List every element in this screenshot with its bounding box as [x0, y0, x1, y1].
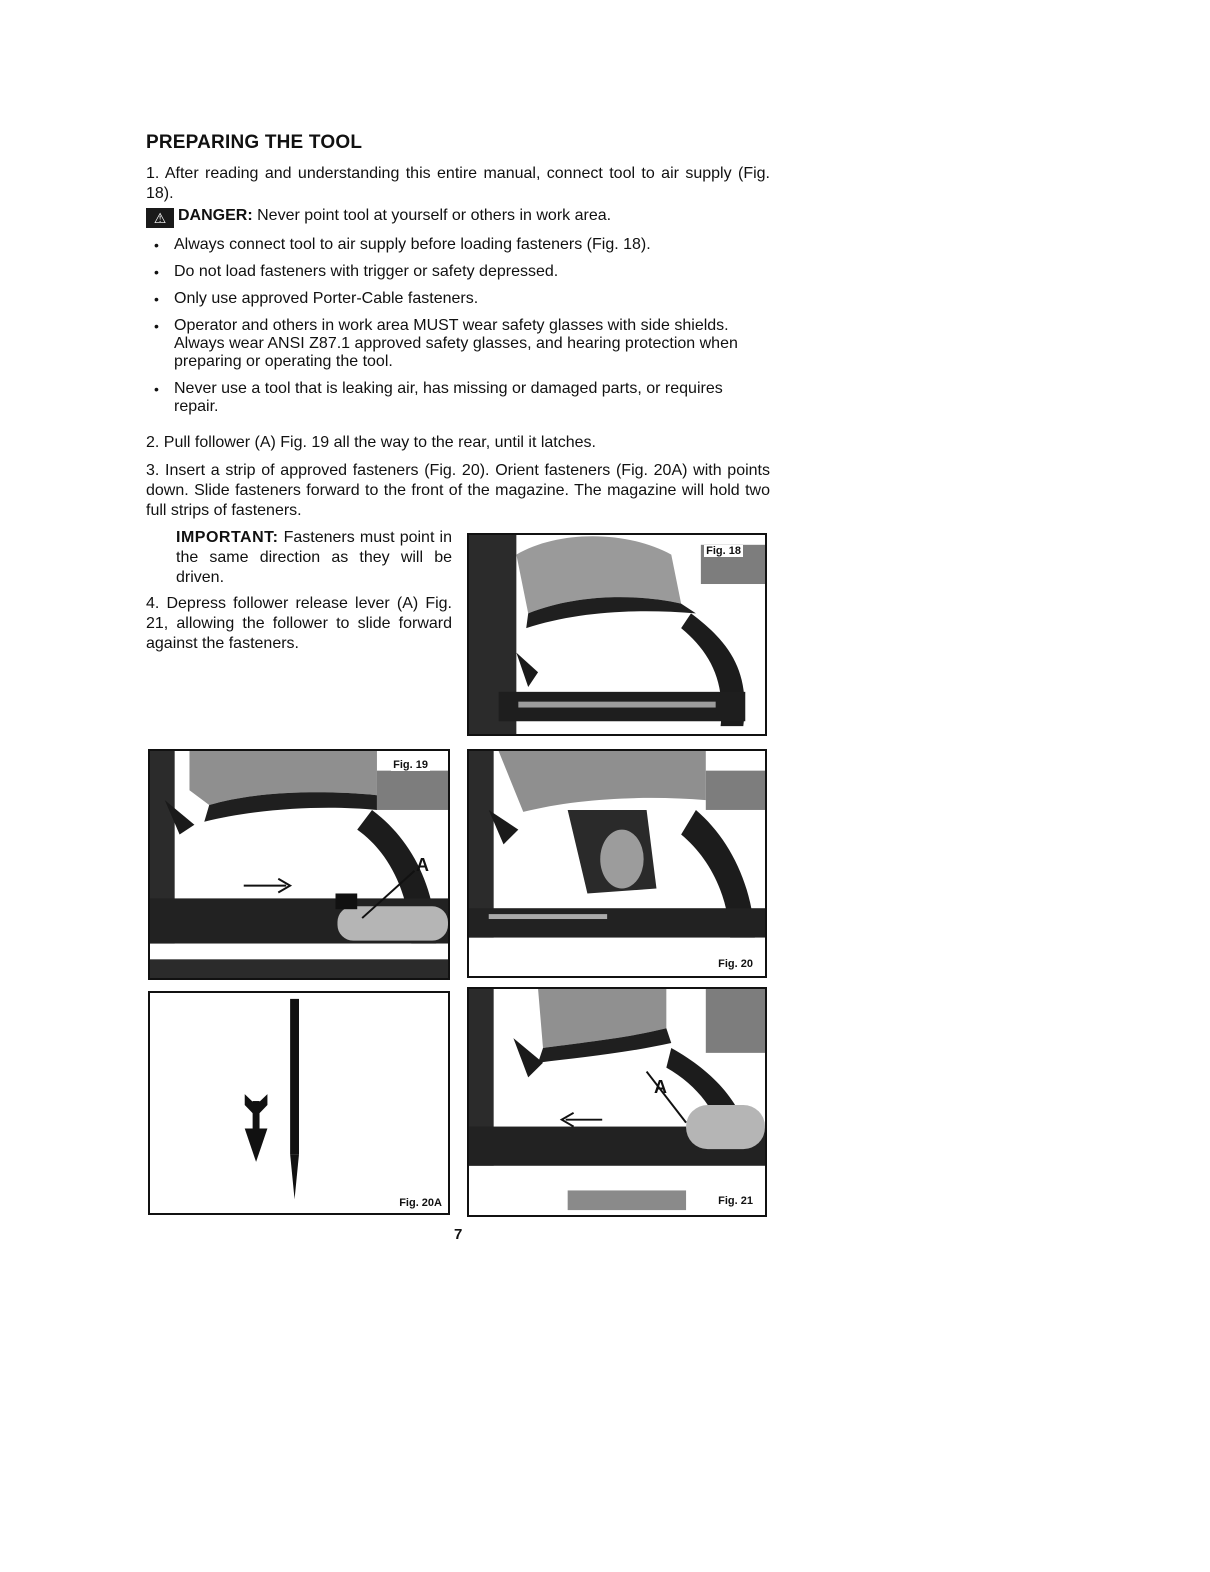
step-3: 3. Insert a strip of approved fasteners (Fig. 20). Orient fasteners (Fig. 20A) with points down. Slide fasteners forward to the front of the magazine. The magazine will hold two full strips of fasteners.: [146, 462, 770, 519]
safety-bullet-list: [154, 236, 754, 425]
fig-20-label: Fig. 20: [718, 958, 753, 970]
important-label: IMPORTANT:: [176, 529, 279, 546]
step-1: 1. After reading and understanding this entire manual, connect tool to air supply (Fig. 18).: [146, 165, 770, 202]
nailer-photo-fig21: [469, 989, 765, 1215]
figure-20: [467, 749, 767, 978]
step-2: 2. Pull follower (A) Fig. 19 all the way to the rear, until it latches.: [146, 434, 596, 451]
danger-warning: [146, 206, 770, 228]
figure-18: [467, 533, 767, 736]
page-number: 7: [454, 1226, 463, 1243]
nailer-photo-fig18: [469, 535, 765, 734]
bullet-item: • Do not load fasteners with trigger or safety depressed.: [154, 263, 754, 281]
nailer-photo-fig20: [469, 751, 765, 976]
fig-19-label: Fig. 19: [393, 759, 428, 771]
figure-21: [467, 987, 767, 1217]
fastener-orientation-diagram: [150, 993, 448, 1213]
danger-label: DANGER:: [178, 207, 253, 224]
bullet-item: • Always connect tool to air supply before loading fasteners (Fig. 18).: [154, 236, 754, 254]
fig-20a-label: Fig. 20A: [399, 1197, 442, 1209]
bullet-item: • Only use approved Porter-Cable fasteners.: [154, 290, 754, 308]
fig-21-label: Fig. 21: [718, 1195, 753, 1207]
figure-20a: [148, 991, 450, 1215]
bullet-item: • Never use a tool that is leaking air, has missing or damaged parts, or requires repair.: [154, 380, 754, 416]
danger-text: Never point tool at yourself or others in work area.: [257, 207, 612, 224]
fig-18-label: Fig. 18: [706, 545, 741, 557]
figure-19: [148, 749, 450, 980]
important-text: Fasteners must point in the same direction as they will be driven.: [176, 529, 452, 586]
important-note: [176, 528, 452, 588]
step-4: 4. Depress follower release lever (A) Fig. 21, allowing the follower to slide forward against the fasteners.: [146, 595, 452, 652]
nailer-photo-fig19: [150, 751, 448, 978]
warning-triangle-icon: ⚠: [146, 208, 174, 228]
marker-a-fig21: A: [654, 1077, 667, 1097]
section-title: PREPARING THE TOOL: [146, 132, 363, 153]
bullet-item: • Operator and others in work area MUST wear safety glasses with side shields. Always wear ANSI Z87.1 approved safety glasses, and hearing protection when preparing or operating the tool.: [154, 317, 754, 371]
marker-a-fig19: A: [416, 855, 429, 875]
